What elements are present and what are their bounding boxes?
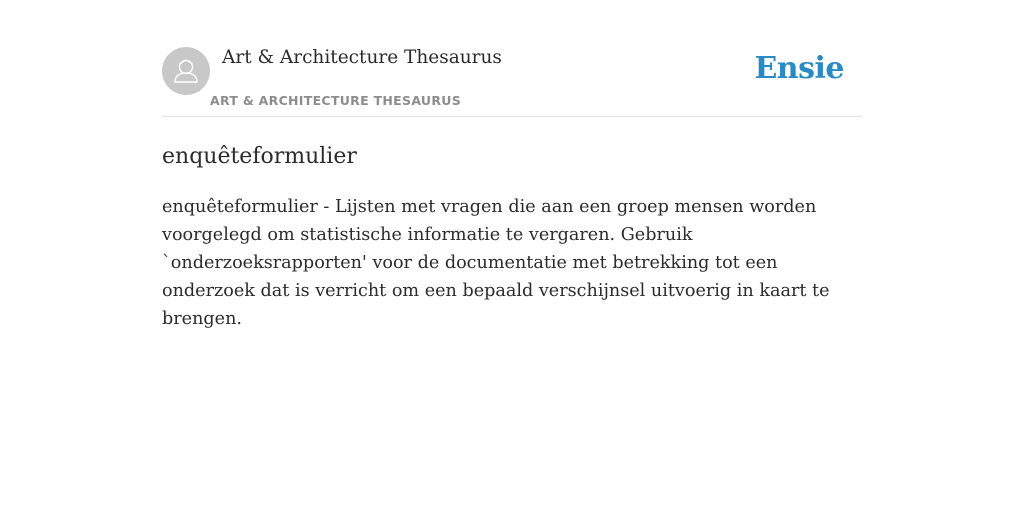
avatar[interactable]: [162, 47, 210, 95]
user-icon: [162, 47, 210, 95]
entry-header: [162, 0, 862, 117]
author-name[interactable]: Art & Architecture Thesaurus: [222, 47, 502, 68]
brand-logo[interactable]: Ensie: [754, 51, 844, 86]
entry-title: enquêteformulier: [162, 144, 357, 169]
page-container: [162, 0, 862, 333]
source-label[interactable]: ART & ARCHITECTURE THESAURUS: [210, 93, 462, 108]
entry-definition: enquêteformulier - Lijsten met vragen die aan een groep mensen worden voorgelegd om statistische informatie te vergaren. Gebruik `onderzoeksrapporten' voor de documentatie met betrekking tot een onderzoek dat is verricht om een bepaald verschijnsel uitvoerig in kaart te brengen.: [162, 197, 830, 329]
